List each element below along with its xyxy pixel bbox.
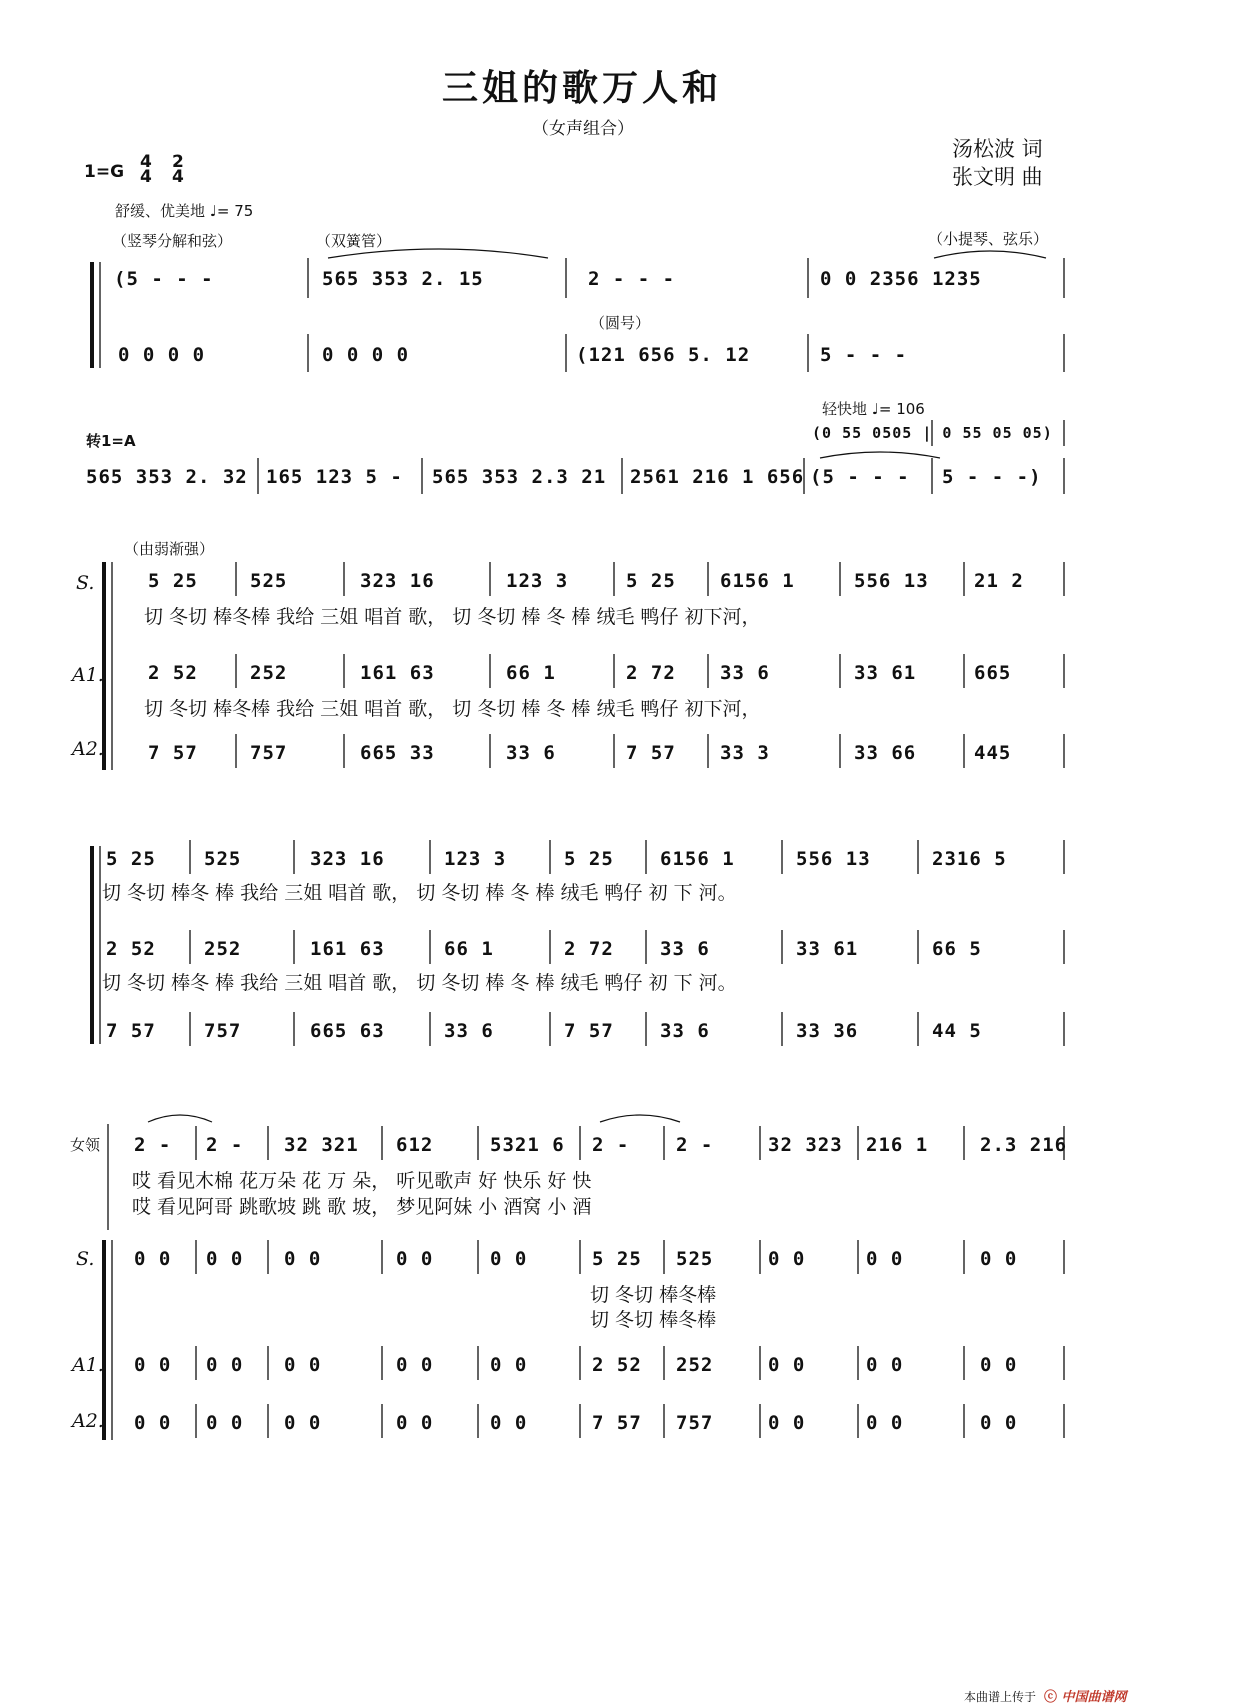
s5-label-alto2: A2.	[72, 1410, 104, 1432]
s5-s-lyric-1: 切 冬切 棒冬棒	[590, 1284, 717, 1306]
s3-alto1-m4: 66 1	[506, 662, 556, 684]
percussion-line: (0 55 0505 | 0 55 05 05)	[812, 424, 1053, 442]
s4-alto1-m8: 66 5	[932, 938, 982, 960]
s3-alto1-m6: 33 6	[720, 662, 770, 684]
s5-soprano-m7: 525	[676, 1248, 714, 1270]
s5-alto1-m7: 252	[676, 1354, 714, 1376]
s4-alto2-m2: 757	[204, 1020, 242, 1042]
s4-soprano-m8: 2316 5	[932, 848, 1007, 870]
s4-lyrics-s: 切 冬切 棒冬 棒 我给 三姐 唱首 歌， 切 冬切 棒 冬 棒 绒毛 鸭仔 初 下 河。	[102, 882, 737, 904]
s4-soprano-m1: 5 25	[106, 848, 156, 870]
s5-s-lyric-2: 切 冬切 棒冬棒	[590, 1309, 717, 1331]
s2-m1: 565 353 2. 32	[86, 466, 248, 488]
s5-alto1-m1: 0 0	[134, 1354, 172, 1376]
s2-m5: (5 - - -	[810, 466, 910, 488]
lyricist: 汤松波 词	[952, 137, 1043, 161]
s5-lead-m6: 2 -	[592, 1134, 630, 1156]
s1-top-m2: 565 353 2. 15	[322, 268, 484, 290]
s5-alto1-m2: 0 0	[206, 1354, 244, 1376]
s3-soprano-m3: 323 16	[360, 570, 435, 592]
s3-alto2-m3: 665 33	[360, 742, 435, 764]
s5-alto1-m8: 0 0	[768, 1354, 806, 1376]
s4-lyrics-a1: 切 冬切 棒冬 棒 我给 三姐 唱首 歌， 切 冬切 棒 冬 棒 绒毛 鸭仔 初 下 河。	[102, 972, 737, 994]
s5-label-alto1: A1.	[72, 1354, 104, 1376]
s3-alto2-m5: 7 57	[626, 742, 676, 764]
s5-soprano-m9: 0 0	[866, 1248, 904, 1270]
label-soprano: S.	[76, 572, 95, 594]
instrument-horn: （圆号）	[590, 314, 651, 332]
s5-alto2-m8: 0 0	[768, 1412, 806, 1434]
s5-soprano-m5: 0 0	[490, 1248, 528, 1270]
s5-soprano-m2: 0 0	[206, 1248, 244, 1270]
s4-alto2-m3: 665 63	[310, 1020, 385, 1042]
s5-lead-m10: 2.3 216	[980, 1134, 1068, 1156]
s4-soprano-m6: 6156 1	[660, 848, 735, 870]
s5-lead-m5: 5321 6	[490, 1134, 565, 1156]
s4-alto1-m2: 252	[204, 938, 242, 960]
s3-soprano-m8: 21 2	[974, 570, 1024, 592]
s5-alto2-m6: 7 57	[592, 1412, 642, 1434]
s4-alto1-m4: 66 1	[444, 938, 494, 960]
s5-alto1-m4: 0 0	[396, 1354, 434, 1376]
s1-top-m4: 0 0 2356 1235	[820, 268, 982, 290]
s3-soprano-m5: 5 25	[626, 570, 676, 592]
key-signature: 1=G	[84, 162, 125, 182]
dynamic-marking: （由弱渐强）	[124, 540, 215, 558]
page-title: 三姐的歌万人和	[442, 68, 723, 109]
s2-m4: 2561 216 1 656	[630, 466, 805, 488]
s4-soprano-m7: 556 13	[796, 848, 871, 870]
s3-alto1-m1: 2 52	[148, 662, 198, 684]
s3-soprano-m1: 5 25	[148, 570, 198, 592]
lead-lyric-2: 哎 看见阿哥 跳歌坡 跳 歌 坡， 梦见阿妹 小 酒窝 小 酒	[132, 1196, 592, 1218]
s5-alto2-m7: 757	[676, 1412, 714, 1434]
s4-alto2-m5: 7 57	[564, 1020, 614, 1042]
s5-lead-m3: 32 321	[284, 1134, 359, 1156]
s5-lead-m2: 2 -	[206, 1134, 244, 1156]
s5-alto1-m3: 0 0	[284, 1354, 322, 1376]
label-alto1: A1.	[72, 664, 104, 686]
s1-top-m3: 2 - - -	[588, 268, 676, 290]
s2-m3: 565 353 2.3 21	[432, 466, 607, 488]
s3-alto1-m5: 2 72	[626, 662, 676, 684]
s5-soprano-m8: 0 0	[768, 1248, 806, 1270]
s3-alto2-m7: 33 66	[854, 742, 917, 764]
instrument-harp: （竖琴分解和弦）	[112, 232, 233, 250]
s4-alto2-m4: 33 6	[444, 1020, 494, 1042]
s5-lead-m4: 612	[396, 1134, 434, 1156]
s3-alto2-m8: 445	[974, 742, 1012, 764]
s4-alto2-m7: 33 36	[796, 1020, 859, 1042]
s4-alto2-m8: 44 5	[932, 1020, 982, 1042]
s5-label-soprano: S.	[76, 1248, 95, 1270]
s5-alto1-m9: 0 0	[866, 1354, 904, 1376]
s5-lead-m7: 2 -	[676, 1134, 714, 1156]
s3-soprano-m2: 525	[250, 570, 288, 592]
s5-alto2-m1: 0 0	[134, 1412, 172, 1434]
s4-soprano-m5: 5 25	[564, 848, 614, 870]
s4-alto1-m1: 2 52	[106, 938, 156, 960]
tempo-marking-1: 舒缓、优美地 ♩= 75	[115, 202, 254, 220]
s4-soprano-m4: 123 3	[444, 848, 507, 870]
s1-top-m1: (5 - - -	[114, 268, 214, 290]
site-logo: ⓒ 中国曲谱网	[1044, 1690, 1127, 1705]
lead-lyric-1: 哎 看见木棉 花万朵 花 万 朵， 听见歌声 好 快乐 好 快	[132, 1170, 592, 1192]
s5-soprano-m1: 0 0	[134, 1248, 172, 1270]
s3-alto1-m3: 161 63	[360, 662, 435, 684]
footer-upload: 本曲谱上传于	[964, 1690, 1037, 1704]
composer: 张文明 曲	[952, 165, 1043, 189]
s4-alto1-m3: 161 63	[310, 938, 385, 960]
s3-alto2-m2: 757	[250, 742, 288, 764]
s5-alto2-m3: 0 0	[284, 1412, 322, 1434]
s4-soprano-m3: 323 16	[310, 848, 385, 870]
s3-alto2-m6: 33 3	[720, 742, 770, 764]
s5-alto2-m5: 0 0	[490, 1412, 528, 1434]
s4-soprano-m2: 525	[204, 848, 242, 870]
meter-2-4: 2 4	[172, 152, 184, 187]
s4-alto1-m7: 33 61	[796, 938, 859, 960]
s3-soprano-m6: 6156 1	[720, 570, 795, 592]
instrument-oboe: （双簧管）	[316, 232, 392, 250]
s3-soprano-m7: 556 13	[854, 570, 929, 592]
s2-m6: 5 - - -)	[942, 466, 1042, 488]
s5-alto1-m10: 0 0	[980, 1354, 1018, 1376]
s3-alto2-m4: 33 6	[506, 742, 556, 764]
s3-lyrics-a1: 切 冬切 棒冬棒 我给 三姐 唱首 歌， 切 冬切 棒 冬 棒 绒毛 鸭仔 初下河，	[144, 698, 761, 720]
s5-alto2-m4: 0 0	[396, 1412, 434, 1434]
meter-4-4: 4 4	[140, 152, 152, 187]
s3-soprano-m4: 123 3	[506, 570, 569, 592]
s5-alto2-m2: 0 0	[206, 1412, 244, 1434]
s5-soprano-m3: 0 0	[284, 1248, 322, 1270]
s1-bot-m4: 5 - - -	[820, 344, 908, 366]
s5-alto2-m10: 0 0	[980, 1412, 1018, 1434]
s5-lead-m8: 32 323	[768, 1134, 843, 1156]
s4-alto1-m5: 2 72	[564, 938, 614, 960]
s3-alto1-m8: 665	[974, 662, 1012, 684]
s5-alto2-m9: 0 0	[866, 1412, 904, 1434]
s4-alto1-m6: 33 6	[660, 938, 710, 960]
lead-label: 女领	[70, 1136, 101, 1154]
s1-bot-m2: 0 0 0 0	[322, 344, 410, 366]
label-alto2: A2.	[72, 738, 104, 760]
s5-soprano-m4: 0 0	[396, 1248, 434, 1270]
modulation: 转1=A	[86, 432, 136, 450]
s1-bot-m1: 0 0 0 0	[118, 344, 206, 366]
tempo-marking-2: 轻快地 ♩= 106	[822, 400, 925, 418]
s2-m2: 165 123 5 -	[266, 466, 403, 488]
subtitle: （女声组合）	[532, 119, 634, 139]
s5-lead-m1: 2 -	[134, 1134, 172, 1156]
s5-lead-m9: 216 1	[866, 1134, 929, 1156]
instrument-strings: （小提琴、弦乐）	[928, 230, 1049, 248]
s5-alto1-m5: 0 0	[490, 1354, 528, 1376]
s5-alto1-m6: 2 52	[592, 1354, 642, 1376]
s3-alto1-m7: 33 61	[854, 662, 917, 684]
s3-alto2-m1: 7 57	[148, 742, 198, 764]
s5-soprano-m10: 0 0	[980, 1248, 1018, 1270]
s4-alto2-m1: 7 57	[106, 1020, 156, 1042]
s5-soprano-m6: 5 25	[592, 1248, 642, 1270]
s3-lyrics-s: 切 冬切 棒冬棒 我给 三姐 唱首 歌， 切 冬切 棒 冬 棒 绒毛 鸭仔 初下河，	[144, 606, 761, 628]
s3-alto1-m2: 252	[250, 662, 288, 684]
s4-alto2-m6: 33 6	[660, 1020, 710, 1042]
s1-bot-m3: (121 656 5. 12	[576, 344, 751, 366]
